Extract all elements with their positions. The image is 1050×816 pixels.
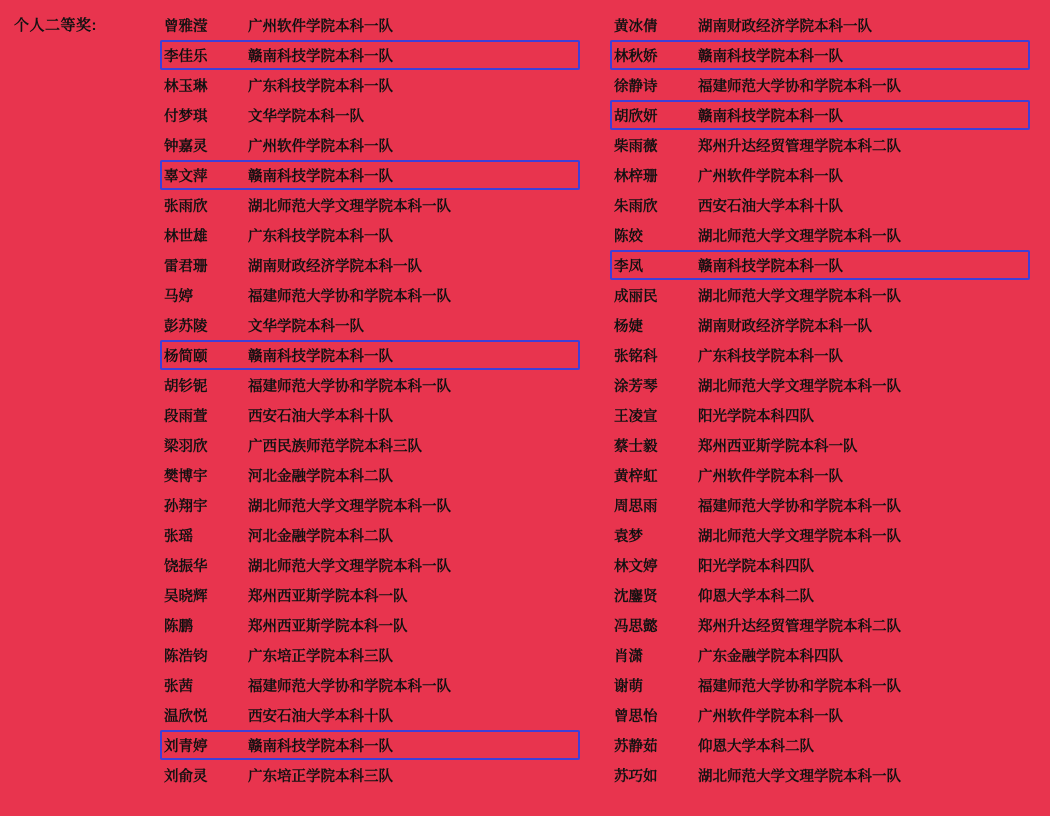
award-row — [610, 340, 1030, 370]
awardee-team: 湖南财政经济学院本科一队 — [698, 18, 872, 35]
awardee-name: 钟嘉灵 — [164, 138, 208, 155]
awardee-name: 黄梓虹 — [614, 468, 658, 485]
award-row — [160, 370, 580, 400]
award-row — [160, 760, 580, 790]
awardee-team: 郑州升达经贸管理学院本科二队 — [698, 138, 901, 155]
award-row — [610, 430, 1030, 460]
award-row — [160, 730, 580, 760]
awardee-name: 王凌宣 — [614, 408, 658, 425]
awardee-team: 福建师范大学协和学院本科一队 — [248, 288, 451, 305]
award-row — [610, 250, 1030, 280]
awardee-name: 成丽民 — [614, 288, 658, 305]
awardee-team: 湖北师范大学文理学院本科一队 — [698, 288, 901, 305]
awardee-team: 阳光学院本科四队 — [698, 558, 814, 575]
awardee-team: 赣南科技学院本科一队 — [698, 48, 843, 65]
award-row — [160, 700, 580, 730]
award-row — [160, 550, 580, 580]
awardee-team: 西安石油大学本科十队 — [698, 198, 843, 215]
award-row — [610, 10, 1030, 40]
award-row — [160, 100, 580, 130]
awardee-team: 湖北师范大学文理学院本科一队 — [248, 198, 451, 215]
awardee-name: 蔡士毅 — [614, 438, 658, 455]
award-row — [160, 160, 580, 190]
awardee-name: 杨婕 — [614, 318, 643, 335]
awardee-team: 福建师范大学协和学院本科一队 — [698, 678, 901, 695]
award-row — [160, 310, 580, 340]
awardee-name: 张铭科 — [614, 348, 658, 365]
awardee-team: 广西民族师范学院本科三队 — [248, 438, 422, 455]
award-row — [160, 340, 580, 370]
awardee-name: 段雨萱 — [164, 408, 208, 425]
awardee-team: 广东金融学院本科四队 — [698, 648, 843, 665]
award-row — [610, 640, 1030, 670]
awardee-name: 雷君珊 — [164, 258, 208, 275]
awardee-name: 马婷 — [164, 288, 193, 305]
award-row — [160, 490, 580, 520]
awardee-team: 湖北师范大学文理学院本科一队 — [698, 528, 901, 545]
awardee-name: 涂芳琴 — [614, 378, 658, 395]
award-columns — [0, 10, 1050, 790]
award-row — [160, 250, 580, 280]
awardee-name: 李佳乐 — [164, 48, 208, 65]
awardee-team: 广东科技学院本科一队 — [698, 348, 843, 365]
awardee-team: 福建师范大学协和学院本科一队 — [698, 78, 901, 95]
award-row — [610, 310, 1030, 340]
awardee-name: 曾思怡 — [614, 708, 658, 725]
awardee-team: 广东科技学院本科一队 — [248, 228, 393, 245]
awardee-team: 湖北师范大学文理学院本科一队 — [248, 498, 451, 515]
awardee-name: 张茜 — [164, 678, 193, 695]
awardee-name: 林世雄 — [164, 228, 208, 245]
awardee-team: 赣南科技学院本科一队 — [698, 108, 843, 125]
awardee-name: 苏静茹 — [614, 738, 658, 755]
award-row — [610, 400, 1030, 430]
awardee-team: 湖南财政经济学院本科一队 — [248, 258, 422, 275]
award-row — [160, 40, 580, 70]
award-row — [160, 70, 580, 100]
awardee-team: 赣南科技学院本科一队 — [248, 738, 393, 755]
award-row — [160, 430, 580, 460]
awardee-name: 陈浩钧 — [164, 648, 208, 665]
awardee-name: 林玉琳 — [164, 78, 208, 95]
awardee-team: 广州软件学院本科一队 — [698, 168, 843, 185]
awardee-team: 湖北师范大学文理学院本科一队 — [698, 378, 901, 395]
award-row — [610, 190, 1030, 220]
awardee-team: 广州软件学院本科一队 — [248, 18, 393, 35]
awardee-name: 林秋娇 — [614, 48, 658, 65]
awardee-name: 张雨欣 — [164, 198, 208, 215]
awardee-team: 仰恩大学本科二队 — [698, 738, 814, 755]
award-row — [610, 100, 1030, 130]
awardee-team: 郑州西亚斯学院本科一队 — [698, 438, 858, 455]
awardee-name: 沈鏖贤 — [614, 588, 658, 605]
awardee-name: 苏巧如 — [614, 768, 658, 785]
awardee-name: 谢萌 — [614, 678, 643, 695]
award-row — [160, 610, 580, 640]
awardee-team: 广州软件学院本科一队 — [248, 138, 393, 155]
award-row — [160, 670, 580, 700]
awardee-name: 彭苏陵 — [164, 318, 208, 335]
awardee-name: 辜文萍 — [164, 168, 208, 185]
awardee-name: 吴晓辉 — [164, 588, 208, 605]
awardee-team: 赣南科技学院本科一队 — [248, 48, 393, 65]
award-row — [610, 610, 1030, 640]
awardee-name: 林梓珊 — [614, 168, 658, 185]
awardee-name: 林文婷 — [614, 558, 658, 575]
awardee-name: 杨简颐 — [164, 348, 208, 365]
award-row — [160, 400, 580, 430]
awardee-team: 福建师范大学协和学院本科一队 — [248, 678, 451, 695]
award-row — [160, 460, 580, 490]
award-row — [160, 520, 580, 550]
awardee-name: 朱雨欣 — [614, 198, 658, 215]
awardee-name: 饶振华 — [164, 558, 208, 575]
award-row — [610, 730, 1030, 760]
awardee-name: 胡欣妍 — [614, 108, 658, 125]
awardee-name: 曾雅滢 — [164, 18, 208, 35]
awardee-name: 温欣悦 — [164, 708, 208, 725]
awardee-name: 李凤 — [614, 258, 643, 275]
section-label: 个人二等奖: — [14, 17, 97, 34]
award-row — [610, 490, 1030, 520]
award-row — [610, 160, 1030, 190]
awardee-team: 西安石油大学本科十队 — [248, 408, 393, 425]
awardee-team: 文华学院本科一队 — [248, 318, 364, 335]
award-row — [610, 220, 1030, 250]
award-row — [610, 700, 1030, 730]
awardee-name: 张瑶 — [164, 528, 193, 545]
award-row — [610, 280, 1030, 310]
awardee-team: 郑州升达经贸管理学院本科二队 — [698, 618, 901, 635]
award-row — [160, 220, 580, 250]
award-row — [610, 520, 1030, 550]
awardee-team: 郑州西亚斯学院本科一队 — [248, 588, 408, 605]
awardee-name: 黄冰倩 — [614, 18, 658, 35]
award-row — [160, 130, 580, 160]
awardee-team: 湖北师范大学文理学院本科一队 — [698, 228, 901, 245]
awardee-team: 广东培正学院本科三队 — [248, 648, 393, 665]
awardee-team: 广州软件学院本科一队 — [698, 708, 843, 725]
awardee-name: 肖潇 — [614, 648, 643, 665]
award-row — [160, 10, 580, 40]
award-column-right — [610, 10, 1030, 790]
awardee-team: 湖北师范大学文理学院本科一队 — [248, 558, 451, 575]
awardee-team: 仰恩大学本科二队 — [698, 588, 814, 605]
awardee-team: 文华学院本科一队 — [248, 108, 364, 125]
awardee-name: 冯思懿 — [614, 618, 658, 635]
awardee-name: 袁梦 — [614, 528, 643, 545]
awardee-team: 西安石油大学本科十队 — [248, 708, 393, 725]
awardee-team: 湖南财政经济学院本科一队 — [698, 318, 872, 335]
award-row — [610, 370, 1030, 400]
awardee-team: 阳光学院本科四队 — [698, 408, 814, 425]
awardee-name: 樊博宇 — [164, 468, 208, 485]
awardee-team: 郑州西亚斯学院本科一队 — [248, 618, 408, 635]
awardee-team: 河北金融学院本科二队 — [248, 528, 393, 545]
awardee-name: 徐静诗 — [614, 78, 658, 95]
awardee-name: 梁羽欣 — [164, 438, 208, 455]
awardee-team: 福建师范大学协和学院本科一队 — [248, 378, 451, 395]
award-row — [160, 640, 580, 670]
awardee-name: 陈姣 — [614, 228, 643, 245]
award-row — [610, 460, 1030, 490]
awardee-name: 孙翔宇 — [164, 498, 208, 515]
awardee-name: 陈鹏 — [164, 618, 193, 635]
award-row — [160, 580, 580, 610]
awardee-team: 赣南科技学院本科一队 — [698, 258, 843, 275]
awardee-team: 广东培正学院本科三队 — [248, 768, 393, 785]
awardee-team: 湖北师范大学文理学院本科一队 — [698, 768, 901, 785]
awardee-name: 柴雨薇 — [614, 138, 658, 155]
award-row — [160, 280, 580, 310]
award-row — [610, 550, 1030, 580]
awardee-name: 刘俞灵 — [164, 768, 208, 785]
awardee-name: 胡钐铌 — [164, 378, 208, 395]
awardee-team: 河北金融学院本科二队 — [248, 468, 393, 485]
awardee-name: 周思雨 — [614, 498, 658, 515]
awardee-team: 赣南科技学院本科一队 — [248, 168, 393, 185]
award-row — [610, 580, 1030, 610]
awardee-name: 付梦琪 — [164, 108, 208, 125]
awardee-team: 福建师范大学协和学院本科一队 — [698, 498, 901, 515]
award-column-left — [160, 10, 580, 790]
award-row — [610, 70, 1030, 100]
awardee-team: 广东科技学院本科一队 — [248, 78, 393, 95]
award-row — [160, 190, 580, 220]
award-row — [610, 130, 1030, 160]
award-row — [610, 670, 1030, 700]
award-row — [610, 40, 1030, 70]
award-row — [610, 760, 1030, 790]
awardee-name: 刘青婷 — [164, 738, 208, 755]
awardee-team: 赣南科技学院本科一队 — [248, 348, 393, 365]
awardee-team: 广州软件学院本科一队 — [698, 468, 843, 485]
